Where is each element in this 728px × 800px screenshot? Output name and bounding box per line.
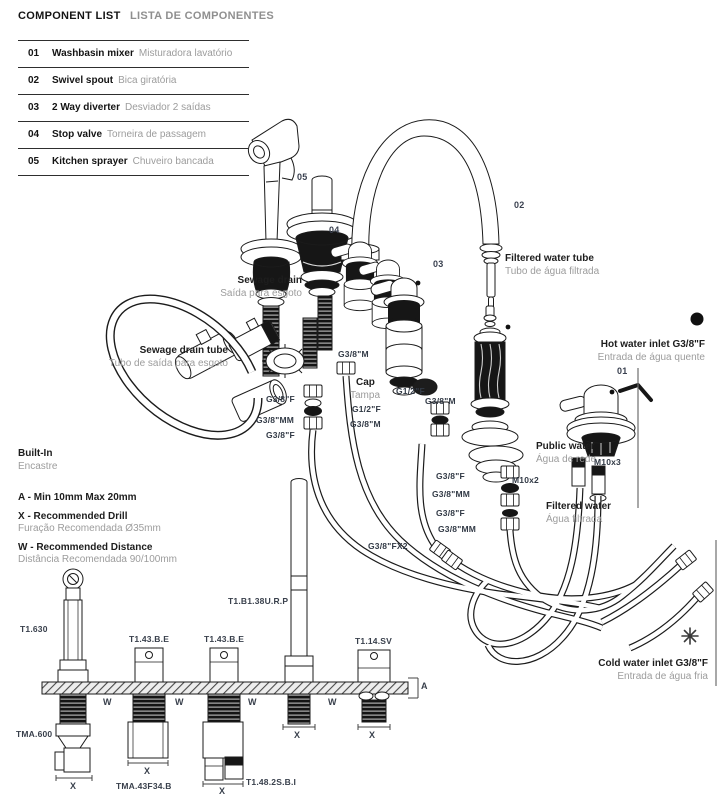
sewage-drain-label: Sewage drain Saída para esgoto bbox=[220, 275, 302, 299]
cap-label: Cap bbox=[356, 377, 375, 388]
component-t1630 bbox=[55, 569, 92, 781]
product-code: TMA.600 bbox=[16, 729, 53, 739]
component-t143be-1 bbox=[128, 648, 168, 766]
built-in-label: Built-In Encastre bbox=[18, 448, 58, 472]
sewage-drain-tube-label: Sewage drain tube Tubo de saída para esgoto bbox=[108, 345, 228, 369]
callout-03: 03 bbox=[433, 259, 444, 269]
callout-05: 05 bbox=[297, 172, 308, 182]
table-row: 03 2 Way diverter Desviador 2 saídas bbox=[18, 94, 249, 121]
callout-01: 01 bbox=[617, 366, 628, 376]
fitting-label: G3/8"F bbox=[436, 508, 465, 518]
public-water-label: Public water Água de rede bbox=[536, 441, 597, 465]
setscrew-dot-3-icon bbox=[610, 390, 615, 395]
marker-w: W bbox=[175, 697, 184, 707]
fitting-label: G3/8"M bbox=[338, 349, 369, 359]
fitting-label: G3/8"M bbox=[350, 419, 381, 429]
marker-x: X bbox=[219, 786, 226, 796]
marker-x: X bbox=[369, 730, 376, 740]
setscrew-dot-2-icon bbox=[506, 325, 511, 330]
fitting-label: G3/8"F bbox=[436, 471, 465, 481]
fitting-label: M10x2 bbox=[512, 475, 539, 485]
component-t143be-2 bbox=[203, 648, 243, 787]
title-pt: LISTA DE COMPONENTES bbox=[129, 10, 275, 22]
allen-key-icon bbox=[620, 385, 651, 400]
callout-04: 04 bbox=[329, 225, 340, 235]
product-code: T1.43.B.E bbox=[129, 634, 170, 644]
page-title bbox=[18, 10, 274, 22]
cold-inlet-label: Cold water inlet G3/8"F Entrada de água fria bbox=[598, 658, 708, 682]
table-row: 02 Swivel spout Bica giratória bbox=[18, 67, 249, 94]
product-code: TMA.43F34.B bbox=[116, 781, 172, 791]
marker-x: X bbox=[70, 781, 77, 791]
dim-a-bracket bbox=[408, 678, 418, 698]
product-code: T1.14.SV bbox=[355, 636, 393, 646]
fitting-label: G1/2"F bbox=[352, 404, 381, 414]
dimension-specs: A - Min 10mm Max 20mm X - Recommended Drill Furação Recomendada Ø35mm W - Recommended Distance Distância Recomendada 90/100mm bbox=[18, 492, 177, 565]
hot-indicator-icon bbox=[691, 313, 704, 326]
product-code: T1.630 bbox=[20, 624, 48, 634]
fitting-label: G3/8"FX2 bbox=[368, 541, 408, 551]
table-row: 01 Washbasin mixer Misturadora lavatório bbox=[18, 40, 249, 67]
filtered-water-label: Filtered water Água filtrada bbox=[546, 501, 612, 525]
product-code: T1.48.2S.B.I bbox=[246, 777, 297, 787]
spout-column-drawing bbox=[285, 479, 313, 683]
fitting-label: G3/8"MM bbox=[432, 489, 471, 499]
hot-inlet-label: Hot water inlet G3/8"F Entrada de água quente bbox=[597, 339, 705, 363]
callout-02: 02 bbox=[514, 200, 525, 210]
table-row: 05 Kitchen sprayer Chuveiro bancada bbox=[18, 148, 249, 175]
fitting-label: G3/8"MM bbox=[438, 524, 477, 534]
filtered-water-tube-label: Filtered water tube Tubo de água filtrada bbox=[505, 253, 600, 277]
fitting-label: G3/8"M bbox=[425, 396, 456, 406]
setscrew-dot-icon bbox=[416, 281, 421, 286]
marker-x: X bbox=[294, 730, 301, 740]
fitting-label: G3/8"F bbox=[266, 394, 295, 404]
product-code: T1.43.B.E bbox=[204, 634, 245, 644]
fitting-label: G1/2"F bbox=[396, 386, 425, 396]
product-code: T1.B1.38U.R.P bbox=[228, 596, 289, 606]
marker-w: W bbox=[328, 697, 337, 707]
marker-x: X bbox=[144, 766, 151, 776]
marker-w: W bbox=[248, 697, 257, 707]
countertop bbox=[42, 682, 408, 694]
cap-label-pt: Tampa bbox=[350, 390, 381, 401]
fitting-label: G3/8"MM bbox=[256, 415, 295, 425]
fitting-label: G3/8"F bbox=[266, 430, 295, 440]
table-row: 04 Stop valve Torneira de passagem bbox=[18, 121, 249, 148]
title-en: COMPONENT LIST bbox=[18, 10, 121, 22]
fitting-label: M10x3 bbox=[594, 457, 621, 467]
filter-cartridge-drawing bbox=[462, 306, 523, 482]
component-list-table bbox=[18, 40, 249, 176]
component-spout-shank bbox=[283, 694, 315, 730]
marker-a: A bbox=[421, 681, 428, 691]
cold-indicator-icon bbox=[682, 628, 698, 644]
marker-w: W bbox=[103, 697, 112, 707]
